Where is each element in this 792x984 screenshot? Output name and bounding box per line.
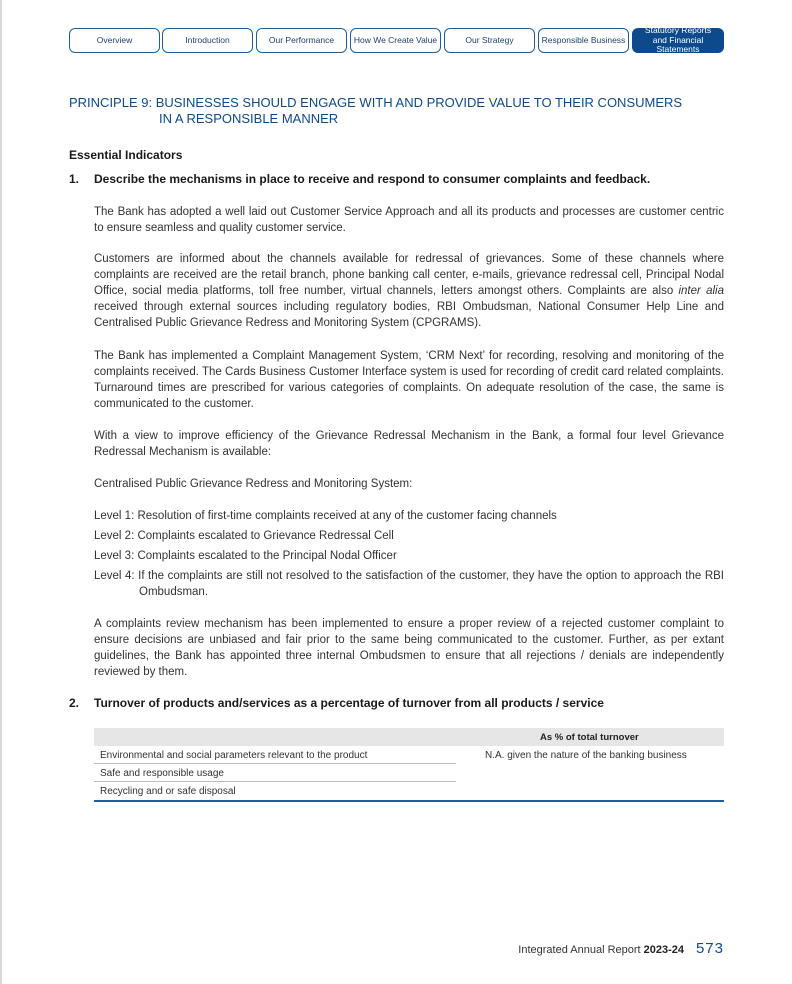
page-edge (0, 0, 2, 984)
principle-heading (69, 95, 724, 127)
paragraph-channels (94, 251, 724, 331)
principle-line-2: IN A RESPONSIBLE MANNER (159, 111, 339, 126)
tab-introduction[interactable]: Introduction (162, 28, 253, 53)
table-row-label: Recycling and or safe disposal (100, 786, 236, 797)
channels-italic: inter alia (678, 285, 724, 297)
table-row (94, 764, 724, 782)
table-header-label: As % of total turnover (540, 732, 639, 743)
section-nav (69, 25, 724, 55)
level-1: Level 1: Resolution of first-time complaints received at any of the customer facing channels (94, 510, 557, 522)
table-row-label: Safe and responsible usage (100, 768, 224, 779)
question-1-text: Describe the mechanisms in place to receive and respond to consumer complaints and feedback. (94, 172, 651, 186)
tab-responsible-business[interactable]: Responsible Business (538, 28, 629, 53)
report-year: 2023-24 (643, 944, 684, 956)
question-1-number: 1. (69, 172, 80, 186)
channels-text-a: Customers are informed about the channels available for redressal of grievances. Some of these channels where complaints are received are the retail branch, phone banking call center, e-mails, grievance redressal cell, Principal Nodal Office, social media platforms, toll free number, virtual channels, letters amongst others. Complaints are also (94, 253, 724, 297)
paragraph-customer-service: The Bank has adopted a well laid out Customer Service Approach and all its products and processes are customer centric to ensure seamless and quality customer service. (94, 206, 724, 234)
question-2-text: Turnover of products and/services as a percentage of turnover from all products / service (94, 696, 604, 710)
tab-overview[interactable]: Overview (69, 28, 160, 53)
paragraph-review: A complaints review mechanism has been implemented to ensure a proper review of a rejected customer complaint to ensure decisions are unbiased and fair prior to the same being communicated to the customer. Further, as per extant guidelines, the Bank has appointed three internal Ombudsmen to ensure that all rejections / denials are independently reviewed by them. (94, 618, 724, 678)
table-row (94, 782, 724, 800)
tab-our-strategy[interactable]: Our Strategy (444, 28, 535, 53)
table-header (94, 728, 724, 746)
essential-indicators-heading: Essential Indicators (69, 148, 183, 162)
tab-our-performance[interactable]: Our Performance (256, 28, 347, 53)
tab-how-we-create-value[interactable]: How We Create Value (350, 28, 441, 53)
table-value: N.A. given the nature of the banking business (485, 750, 687, 761)
question-2-number: 2. (69, 696, 80, 710)
paragraph-crm: The Bank has implemented a Complaint Management System, ‘CRM Next’ for recording, resolving and monitoring of the complaints received. The Cards Business Customer Interface system is used for recording of credit card related complaints. Turnaround times are prescribed for various categories of complaints. On adequate resolution of the case, the same is communicated to the customer. (94, 350, 724, 410)
table-row-label: Environmental and social parameters relevant to the product (100, 750, 368, 761)
turnover-table (94, 728, 724, 802)
table-bottom-rule (94, 800, 724, 802)
table-row (94, 746, 724, 764)
page-footer (518, 940, 724, 957)
paragraph-cpgrams: Centralised Public Grievance Redress and Monitoring System: (94, 478, 413, 490)
principle-line-1: PRINCIPLE 9: BUSINESSES SHOULD ENGAGE WITH AND PROVIDE VALUE TO THEIR CONSUMERS (69, 95, 683, 110)
tab-statutory-reports[interactable]: Statutory Reports and Financial Statements (632, 28, 724, 53)
level-4: Level 4: If the complaints are still not resolved to the satisfaction of the customer, they have the option to approach the RBI Ombudsman. (94, 570, 724, 598)
page-number: 573 (695, 940, 724, 957)
report-title: Integrated Annual Report (518, 944, 641, 956)
channels-text-b: received through external sources including regulatory bodies, RBI Ombudsman, National Consumer Help Line and Centralised Public Grievance Redress and Monitoring System (CPGRAMS). (94, 301, 724, 329)
paragraph-mechanism: With a view to improve efficiency of the Grievance Redressal Mechanism in the Bank, a formal four level Grievance Redressal Mechanism is available: (94, 430, 724, 458)
level-2: Level 2: Complaints escalated to Grievance Redressal Cell (94, 530, 394, 542)
level-3: Level 3: Complaints escalated to the Principal Nodal Officer (94, 550, 397, 562)
